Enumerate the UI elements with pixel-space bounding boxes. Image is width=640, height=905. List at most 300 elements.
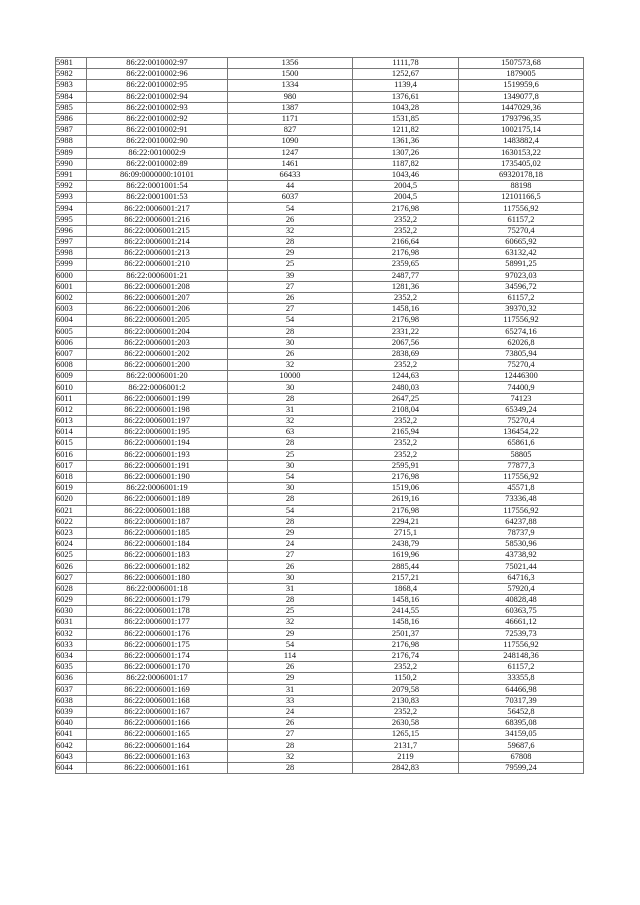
cadastral-number-cell: 86:22:0006001:174 [87, 650, 228, 661]
value-cell: 1349077,8 [459, 91, 584, 102]
cadastral-number-cell: 86:22:0006001:21 [87, 270, 228, 281]
value-cell: 61157,2 [459, 292, 584, 303]
area-cell: 44 [228, 181, 353, 192]
row-index-cell: 6014 [56, 427, 87, 438]
row-index-cell: 5987 [56, 125, 87, 136]
row-index-cell: 6015 [56, 438, 87, 449]
table-row [56, 572, 584, 583]
row-index-cell: 6042 [56, 740, 87, 751]
rate-cell: 1150,2 [353, 673, 459, 684]
value-cell: 62026,8 [459, 337, 584, 348]
value-cell: 46661,12 [459, 617, 584, 628]
table-row [56, 270, 584, 281]
cadastral-number-cell: 86:22:0006001:197 [87, 416, 228, 427]
cadastral-number-cell: 86:22:0006001:180 [87, 572, 228, 583]
table-row [56, 292, 584, 303]
row-index-cell: 6025 [56, 550, 87, 561]
row-index-cell: 5988 [56, 136, 87, 147]
cadastral-number-cell: 86:22:0001001:53 [87, 192, 228, 203]
area-cell: 54 [228, 315, 353, 326]
value-cell: 117556,92 [459, 203, 584, 214]
table-row [56, 225, 584, 236]
table-row [56, 416, 584, 427]
cadastral-number-cell: 86:22:0006001:184 [87, 539, 228, 550]
area-cell: 25 [228, 449, 353, 460]
table-row [56, 751, 584, 762]
value-cell: 70317,39 [459, 695, 584, 706]
table-row [56, 505, 584, 516]
cadastral-number-cell: 86:22:0006001:169 [87, 684, 228, 695]
table-row [56, 69, 584, 80]
row-index-cell: 5994 [56, 203, 87, 214]
value-cell: 1519959,6 [459, 80, 584, 91]
row-index-cell: 6039 [56, 706, 87, 717]
rate-cell: 2715,1 [353, 527, 459, 538]
area-cell: 827 [228, 125, 353, 136]
table-row [56, 740, 584, 751]
cadastral-number-cell: 86:22:0006001:19 [87, 483, 228, 494]
value-cell: 57920,4 [459, 583, 584, 594]
row-index-cell: 6027 [56, 572, 87, 583]
cadastral-number-cell: 86:22:0010002:93 [87, 102, 228, 113]
area-cell: 28 [228, 237, 353, 248]
rate-cell: 1265,15 [353, 729, 459, 740]
cadastral-number-cell: 86:22:0006001:199 [87, 393, 228, 404]
rate-cell: 2480,03 [353, 382, 459, 393]
row-index-cell: 6017 [56, 460, 87, 471]
table-row [56, 113, 584, 124]
table-row [56, 348, 584, 359]
cadastral-number-cell: 86:22:0006001:18 [87, 583, 228, 594]
row-index-cell: 5999 [56, 259, 87, 270]
rate-cell: 1619,96 [353, 550, 459, 561]
value-cell: 75021,44 [459, 561, 584, 572]
area-cell: 10000 [228, 371, 353, 382]
rate-cell: 1211,82 [353, 125, 459, 136]
table-row [56, 483, 584, 494]
cadastral-number-cell: 86:22:0006001:193 [87, 449, 228, 460]
area-cell: 54 [228, 471, 353, 482]
row-index-cell: 5984 [56, 91, 87, 102]
rate-cell: 2359,65 [353, 259, 459, 270]
cadastral-number-cell: 86:22:0006001:217 [87, 203, 228, 214]
row-index-cell: 5995 [56, 214, 87, 225]
cadastral-number-cell: 86:22:0006001:190 [87, 471, 228, 482]
area-cell: 26 [228, 292, 353, 303]
area-cell: 31 [228, 684, 353, 695]
table-row [56, 304, 584, 315]
rate-cell: 2647,25 [353, 393, 459, 404]
rate-cell: 2166,64 [353, 237, 459, 248]
value-cell: 64716,3 [459, 572, 584, 583]
cadastral-number-cell: 86:22:0006001:194 [87, 438, 228, 449]
rate-cell: 2131,7 [353, 740, 459, 751]
value-cell: 75270,4 [459, 416, 584, 427]
row-index-cell: 6022 [56, 516, 87, 527]
area-cell: 28 [228, 438, 353, 449]
value-cell: 69320178,18 [459, 169, 584, 180]
row-index-cell: 6011 [56, 393, 87, 404]
cadastral-number-cell: 86:22:0006001:168 [87, 695, 228, 706]
table-row [56, 460, 584, 471]
value-cell: 56452,8 [459, 706, 584, 717]
table-row [56, 606, 584, 617]
area-cell: 27 [228, 550, 353, 561]
rate-cell: 2352,2 [353, 662, 459, 673]
value-cell: 1879005 [459, 69, 584, 80]
row-index-cell: 6004 [56, 315, 87, 326]
table-row [56, 595, 584, 606]
area-cell: 39 [228, 270, 353, 281]
row-index-cell: 6030 [56, 606, 87, 617]
value-cell: 59687,6 [459, 740, 584, 751]
table-row [56, 527, 584, 538]
table-row [56, 80, 584, 91]
area-cell: 1334 [228, 80, 353, 91]
area-cell: 32 [228, 225, 353, 236]
table-row [56, 91, 584, 102]
area-cell: 26 [228, 718, 353, 729]
cadastral-number-cell: 86:22:0010002:90 [87, 136, 228, 147]
row-index-cell: 5992 [56, 181, 87, 192]
rate-cell: 2294,21 [353, 516, 459, 527]
table-row [56, 125, 584, 136]
cadastral-number-cell: 86:22:0006001:178 [87, 606, 228, 617]
row-index-cell: 6001 [56, 281, 87, 292]
cadastral-number-cell: 86:22:0006001:198 [87, 404, 228, 415]
value-cell: 78737,9 [459, 527, 584, 538]
rate-cell: 2108,04 [353, 404, 459, 415]
rate-cell: 2079,58 [353, 684, 459, 695]
table-row [56, 192, 584, 203]
table-row [56, 58, 584, 69]
rate-cell: 1043,46 [353, 169, 459, 180]
row-index-cell: 6016 [56, 449, 87, 460]
rate-cell: 2838,69 [353, 348, 459, 359]
table-row [56, 136, 584, 147]
area-cell: 27 [228, 729, 353, 740]
area-cell: 25 [228, 606, 353, 617]
table-row [56, 471, 584, 482]
cadastral-number-cell: 86:22:0006001:213 [87, 248, 228, 259]
cadastral-number-cell: 86:22:0010002:89 [87, 158, 228, 169]
table-row [56, 427, 584, 438]
row-index-cell: 5985 [56, 102, 87, 113]
table-row [56, 214, 584, 225]
cadastral-number-cell: 86:22:0006001:17 [87, 673, 228, 684]
value-cell: 1002175,14 [459, 125, 584, 136]
rate-cell: 2595,91 [353, 460, 459, 471]
area-cell: 32 [228, 360, 353, 371]
value-cell: 1630153,22 [459, 147, 584, 158]
rate-cell: 2842,83 [353, 762, 459, 773]
area-cell: 1247 [228, 147, 353, 158]
rate-cell: 1458,16 [353, 304, 459, 315]
table-row [56, 337, 584, 348]
table-row [56, 404, 584, 415]
row-index-cell: 6029 [56, 595, 87, 606]
area-cell: 1171 [228, 113, 353, 124]
area-cell: 26 [228, 348, 353, 359]
rate-cell: 1244,63 [353, 371, 459, 382]
value-cell: 1483882,4 [459, 136, 584, 147]
value-cell: 75270,4 [459, 360, 584, 371]
table-row [56, 628, 584, 639]
cadastral-number-cell: 86:22:0006001:176 [87, 628, 228, 639]
rate-cell: 1307,26 [353, 147, 459, 158]
area-cell: 1461 [228, 158, 353, 169]
area-cell: 980 [228, 91, 353, 102]
rate-cell: 1187,82 [353, 158, 459, 169]
rate-cell: 2352,2 [353, 416, 459, 427]
row-index-cell: 6003 [56, 304, 87, 315]
rate-cell: 2119 [353, 751, 459, 762]
table-row [56, 695, 584, 706]
table-row [56, 718, 584, 729]
rate-cell: 2501,37 [353, 628, 459, 639]
cadastral-number-cell: 86:09:0000000:10101 [87, 169, 228, 180]
rate-cell: 2619,16 [353, 494, 459, 505]
area-cell: 1356 [228, 58, 353, 69]
table-row [56, 729, 584, 740]
table-row [56, 561, 584, 572]
value-cell: 61157,2 [459, 214, 584, 225]
value-cell: 64466,98 [459, 684, 584, 695]
value-cell: 1447029,36 [459, 102, 584, 113]
row-index-cell: 6002 [56, 292, 87, 303]
table-row [56, 248, 584, 259]
area-cell: 1387 [228, 102, 353, 113]
row-index-cell: 5998 [56, 248, 87, 259]
row-index-cell: 6008 [56, 360, 87, 371]
value-cell: 73805,94 [459, 348, 584, 359]
cadastral-number-cell: 86:22:0006001:205 [87, 315, 228, 326]
value-cell: 77877,3 [459, 460, 584, 471]
row-index-cell: 5991 [56, 169, 87, 180]
area-cell: 32 [228, 617, 353, 628]
table-row [56, 673, 584, 684]
area-cell: 28 [228, 595, 353, 606]
row-index-cell: 6032 [56, 628, 87, 639]
value-cell: 12101166,5 [459, 192, 584, 203]
cadastral-number-cell: 86:22:0006001:189 [87, 494, 228, 505]
table-row [56, 762, 584, 773]
area-cell: 30 [228, 572, 353, 583]
rate-cell: 1281,36 [353, 281, 459, 292]
value-cell: 97023,03 [459, 270, 584, 281]
area-cell: 28 [228, 740, 353, 751]
row-index-cell: 6009 [56, 371, 87, 382]
row-index-cell: 6005 [56, 326, 87, 337]
row-index-cell: 6043 [56, 751, 87, 762]
row-index-cell: 6041 [56, 729, 87, 740]
value-cell: 45571,8 [459, 483, 584, 494]
area-cell: 31 [228, 404, 353, 415]
table-row [56, 639, 584, 650]
cadastral-number-cell: 86:22:0006001:216 [87, 214, 228, 225]
value-cell: 58991,25 [459, 259, 584, 270]
row-index-cell: 5997 [56, 237, 87, 248]
rate-cell: 2176,98 [353, 248, 459, 259]
value-cell: 73336,48 [459, 494, 584, 505]
cadastral-number-cell: 86:22:0006001:183 [87, 550, 228, 561]
rate-cell: 2176,98 [353, 315, 459, 326]
area-cell: 24 [228, 706, 353, 717]
area-cell: 26 [228, 662, 353, 673]
area-cell: 30 [228, 483, 353, 494]
row-index-cell: 6033 [56, 639, 87, 650]
cadastral-number-cell: 86:22:0006001:215 [87, 225, 228, 236]
row-index-cell: 6037 [56, 684, 87, 695]
table-row [56, 203, 584, 214]
cadastral-number-cell: 86:22:0006001:182 [87, 561, 228, 572]
rate-cell: 2352,2 [353, 225, 459, 236]
row-index-cell: 6007 [56, 348, 87, 359]
value-cell: 65274,16 [459, 326, 584, 337]
rate-cell: 1252,67 [353, 69, 459, 80]
row-index-cell: 5993 [56, 192, 87, 203]
cadastral-number-cell: 86:22:0006001:165 [87, 729, 228, 740]
table-row [56, 382, 584, 393]
cadastral-number-cell: 86:22:0006001:167 [87, 706, 228, 717]
area-cell: 27 [228, 281, 353, 292]
rate-cell: 2352,2 [353, 292, 459, 303]
value-cell: 12446300 [459, 371, 584, 382]
cadastral-number-cell: 86:22:0006001:202 [87, 348, 228, 359]
rate-cell: 2165,94 [353, 427, 459, 438]
table-row [56, 393, 584, 404]
cadastral-number-cell: 86:22:0010002:96 [87, 69, 228, 80]
row-index-cell: 5986 [56, 113, 87, 124]
row-index-cell: 6010 [56, 382, 87, 393]
table-row [56, 158, 584, 169]
rate-cell: 1519,06 [353, 483, 459, 494]
row-index-cell: 6036 [56, 673, 87, 684]
area-cell: 31 [228, 583, 353, 594]
cadastral-number-cell: 86:22:0006001:214 [87, 237, 228, 248]
row-index-cell: 6000 [56, 270, 87, 281]
area-cell: 30 [228, 337, 353, 348]
table-row [56, 281, 584, 292]
area-cell: 32 [228, 751, 353, 762]
rate-cell: 1376,61 [353, 91, 459, 102]
value-cell: 88198 [459, 181, 584, 192]
row-index-cell: 6026 [56, 561, 87, 572]
row-index-cell: 6021 [56, 505, 87, 516]
rate-cell: 2414,55 [353, 606, 459, 617]
table-row [56, 237, 584, 248]
cadastral-number-cell: 86:22:0010002:95 [87, 80, 228, 91]
table-row [56, 371, 584, 382]
value-cell: 39370,32 [459, 304, 584, 315]
value-cell: 248148,36 [459, 650, 584, 661]
row-index-cell: 6028 [56, 583, 87, 594]
value-cell: 117556,92 [459, 315, 584, 326]
rate-cell: 1043,28 [353, 102, 459, 113]
cadastral-number-cell: 86:22:0006001:161 [87, 762, 228, 773]
area-cell: 1090 [228, 136, 353, 147]
row-index-cell: 6034 [56, 650, 87, 661]
rate-cell: 2352,2 [353, 438, 459, 449]
row-index-cell: 6013 [56, 416, 87, 427]
table-row [56, 583, 584, 594]
row-index-cell: 6023 [56, 527, 87, 538]
cadastral-number-cell: 86:22:0006001:203 [87, 337, 228, 348]
area-cell: 29 [228, 673, 353, 684]
rate-cell: 2176,98 [353, 639, 459, 650]
rate-cell: 2157,21 [353, 572, 459, 583]
table-body [56, 58, 584, 774]
area-cell: 33 [228, 695, 353, 706]
cadastral-number-cell: 86:22:0006001:188 [87, 505, 228, 516]
table-row [56, 550, 584, 561]
area-cell: 32 [228, 416, 353, 427]
table-row [56, 662, 584, 673]
cadastral-number-cell: 86:22:0010002:92 [87, 113, 228, 124]
cadastral-number-cell: 86:22:0006001:187 [87, 516, 228, 527]
rate-cell: 2352,2 [353, 449, 459, 460]
row-index-cell: 6006 [56, 337, 87, 348]
row-index-cell: 5996 [56, 225, 87, 236]
table-row [56, 650, 584, 661]
cadastral-number-cell: 86:22:0006001:206 [87, 304, 228, 315]
rate-cell: 2885,44 [353, 561, 459, 572]
area-cell: 30 [228, 382, 353, 393]
table-row [56, 449, 584, 460]
value-cell: 74400,9 [459, 382, 584, 393]
cadastral-number-cell: 86:22:0006001:177 [87, 617, 228, 628]
row-index-cell: 6031 [56, 617, 87, 628]
rate-cell: 2331,22 [353, 326, 459, 337]
table-row [56, 259, 584, 270]
row-index-cell: 5983 [56, 80, 87, 91]
row-index-cell: 6035 [56, 662, 87, 673]
value-cell: 34159,05 [459, 729, 584, 740]
cadastral-number-cell: 86:22:0006001:2 [87, 382, 228, 393]
table-row [56, 169, 584, 180]
value-cell: 64237,88 [459, 516, 584, 527]
cadastral-number-cell: 86:22:0006001:207 [87, 292, 228, 303]
row-index-cell: 5990 [56, 158, 87, 169]
rate-cell: 2176,74 [353, 650, 459, 661]
value-cell: 60363,75 [459, 606, 584, 617]
area-cell: 1500 [228, 69, 353, 80]
value-cell: 65349,24 [459, 404, 584, 415]
cadastral-number-cell: 86:22:0010002:97 [87, 58, 228, 69]
area-cell: 28 [228, 762, 353, 773]
area-cell: 6037 [228, 192, 353, 203]
cadastral-number-cell: 86:22:0006001:179 [87, 595, 228, 606]
value-cell: 33355,8 [459, 673, 584, 684]
area-cell: 54 [228, 203, 353, 214]
cadastral-number-cell: 86:22:0006001:20 [87, 371, 228, 382]
cadastral-number-cell: 86:22:0006001:175 [87, 639, 228, 650]
area-cell: 63 [228, 427, 353, 438]
area-cell: 54 [228, 639, 353, 650]
row-index-cell: 5981 [56, 58, 87, 69]
rate-cell: 2487,77 [353, 270, 459, 281]
area-cell: 29 [228, 527, 353, 538]
value-cell: 68395,08 [459, 718, 584, 729]
value-cell: 136454,22 [459, 427, 584, 438]
table-row [56, 494, 584, 505]
area-cell: 27 [228, 304, 353, 315]
row-index-cell: 6024 [56, 539, 87, 550]
area-cell: 66433 [228, 169, 353, 180]
area-cell: 28 [228, 494, 353, 505]
area-cell: 29 [228, 248, 353, 259]
area-cell: 26 [228, 561, 353, 572]
